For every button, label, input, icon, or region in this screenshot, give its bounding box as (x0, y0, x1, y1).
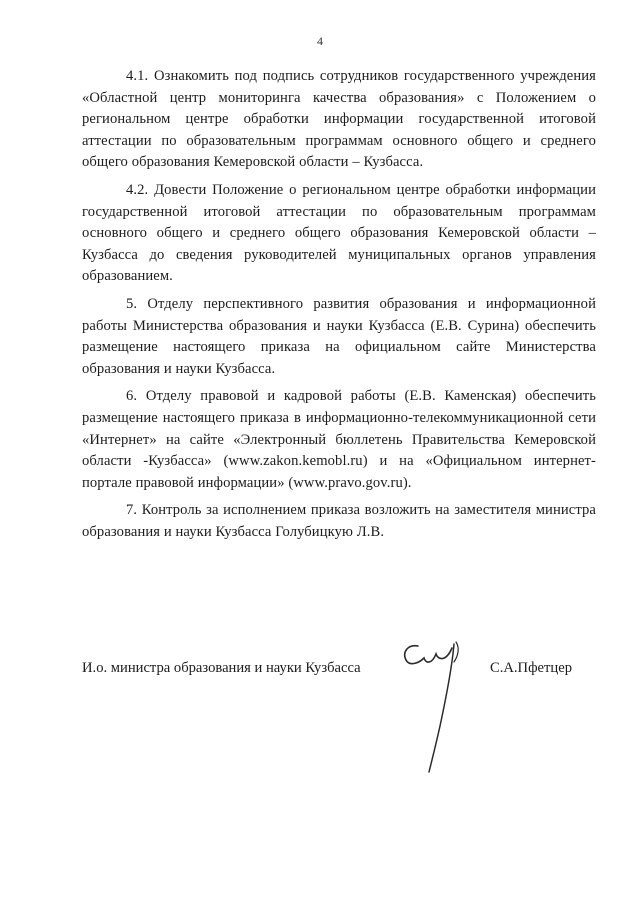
paragraph-6: 6. Отделу правовой и кадровой работы (Е.В. Каменская) обеспечить размещение настоящего приказа в информационно-телекоммуникационной сети «Интернет» на сайте «Электронный бюллетень Правительства Кемеровской области -Кузбасса» (www.zakon.kemobl.ru) и на «Официальном интернет-портале правовой информации» (www.pravo.gov.ru). (82, 388, 596, 491)
signature-block (82, 652, 596, 802)
paragraph-5: 5. Отделу перспективного развития образования и информационной работы Министерства образования и науки Кузбасса (Е.В. Сурина) обеспечить размещение настоящего приказа на официальном сайте Министерства образования и науки Кузбасса. (82, 295, 596, 377)
handwritten-signature (396, 638, 476, 778)
document-body (82, 66, 596, 546)
signer-title: И.о. министра образования и науки Кузбасса (82, 660, 361, 676)
paragraph-7: 7. Контроль за исполнением приказа возложить на заместителя министра образования и науки Кузбасса Голубицкую Л.В. (82, 502, 596, 540)
paragraph-4-1: 4.1. Ознакомить под подпись сотрудников государственного учреждения «Областной центр мониторинга качества образования» с Положением о региональном центре обработки информации государственной итоговой аттестации по образовательным программам основного общего и среднего общего образования Кемеровской области – Кузбасса. (82, 68, 596, 171)
paragraph-4-2: 4.2. Довести Положение о региональном центре обработки информации государственной итоговой аттестации по образовательным программам основного общего и среднего общего образования Кемеровской области – Кузбасса до сведения руководителей муниципальных органов управления образованием. (82, 181, 596, 285)
page-number: 4 (317, 34, 323, 48)
signer-name: С.А.Пфетцер (489, 660, 572, 676)
